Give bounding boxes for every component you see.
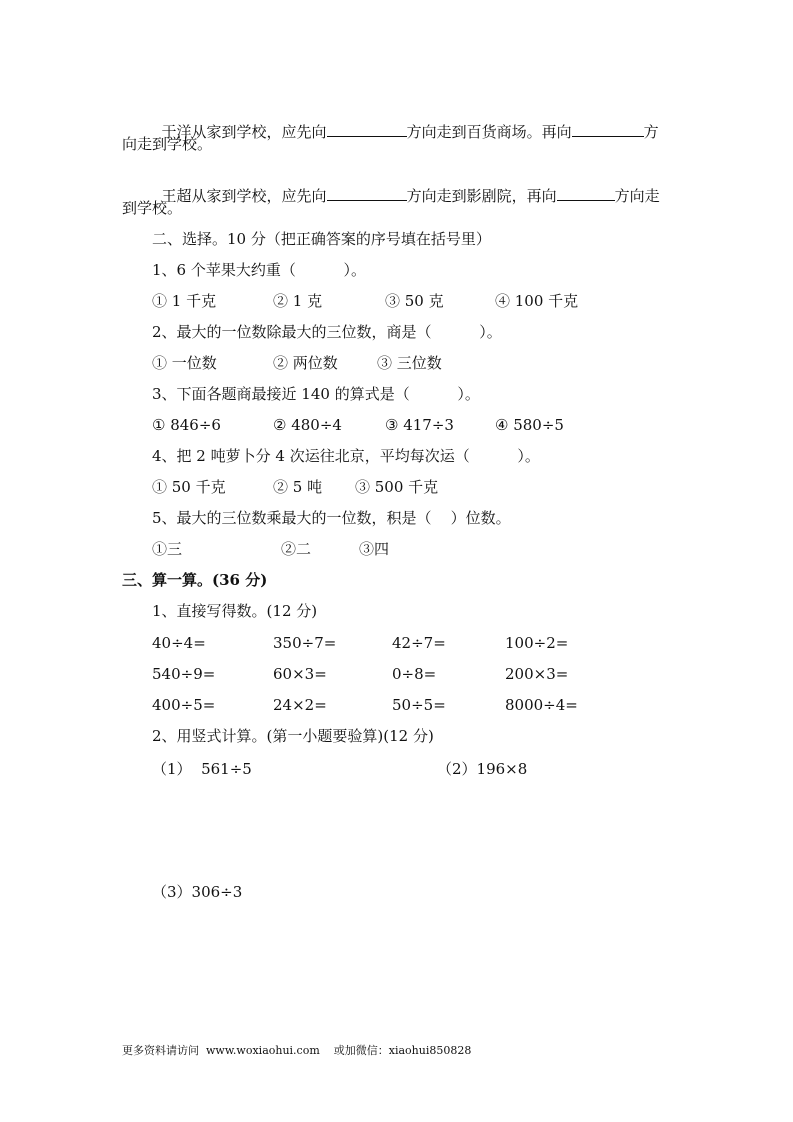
question-1-option-2[interactable]: ② 1 克 <box>273 292 323 310</box>
direction-paragraph-1-cont: 向走到学校。 <box>122 135 213 153</box>
text-segment: 方向走 <box>614 187 660 205</box>
question-5: 5、最大的三位数乘最大的一位数，积是（ ）位数。 <box>152 509 511 527</box>
calc-item: 200×3= <box>505 665 569 683</box>
question-4-option-3[interactable]: ③ 500 千克 <box>355 478 439 496</box>
question-2-option-1[interactable]: ① 一位数 <box>152 354 217 372</box>
vertical-calc-problem-1: （1） 561÷5 <box>152 760 252 778</box>
answer-blank[interactable] <box>327 186 407 201</box>
vertical-calc-problem-2: （2）196×8 <box>437 760 528 778</box>
text-segment: 方 <box>643 123 659 141</box>
question-2: 2、最大的一位数除最大的三位数，商是（ ）。 <box>152 323 502 341</box>
calc-item: 540÷9= <box>152 665 216 683</box>
question-3-option-3[interactable]: ③ 417÷3 <box>385 416 454 434</box>
question-1-option-4[interactable]: ④ 100 千克 <box>495 292 579 310</box>
direction-paragraph-2 <box>152 166 660 206</box>
calc-item: 350÷7= <box>273 634 337 652</box>
question-5-option-2[interactable]: ②二 <box>281 540 312 558</box>
question-3: 3、下面各题商最接近 140 的算式是（ ）。 <box>152 385 480 403</box>
calc-item: 50÷5= <box>392 696 446 714</box>
calc-item: 40÷4= <box>152 634 206 652</box>
direction-paragraph-1 <box>152 102 659 142</box>
calc-item: 60×3= <box>273 665 327 683</box>
question-5-option-3[interactable]: ③四 <box>359 540 390 558</box>
question-5-option-1[interactable]: ①三 <box>152 540 183 558</box>
answer-blank[interactable] <box>572 122 644 137</box>
calc-item: 400÷5= <box>152 696 216 714</box>
text-segment: 方向走到百货商场。再向 <box>406 123 572 141</box>
calc-item: 100÷2= <box>505 634 569 652</box>
calc-item: 24×2= <box>273 696 327 714</box>
vertical-calc-problem-3: （3）306÷3 <box>152 883 243 901</box>
question-2-option-2[interactable]: ② 两位数 <box>273 354 338 372</box>
question-3-option-2[interactable]: ② 480÷4 <box>273 416 342 434</box>
question-1-option-1[interactable]: ① 1 千克 <box>152 292 217 310</box>
question-1: 1、6 个苹果大约重（ ）。 <box>152 261 367 279</box>
footer-note: 更多资料请访问 www.woxiaohui.com 或加微信：xiaohui850828 <box>122 1044 472 1057</box>
calc-item: 8000÷4= <box>505 696 578 714</box>
question-4-option-2[interactable]: ② 5 吨 <box>273 478 323 496</box>
calc-item: 42÷7= <box>392 634 446 652</box>
question-2-option-3[interactable]: ③ 三位数 <box>377 354 442 372</box>
question-4-option-1[interactable]: ① 50 千克 <box>152 478 226 496</box>
part-1-title: 1、直接写得数。(12 分) <box>152 602 318 620</box>
answer-blank[interactable] <box>557 186 615 201</box>
text-segment: 于洋从家到学校，应先向 <box>161 123 327 141</box>
answer-blank[interactable] <box>327 122 407 137</box>
calc-item: 0÷8= <box>392 665 437 683</box>
question-4: 4、把 2 吨萝卜分 4 次运往北京，平均每次运（ ）。 <box>152 447 540 465</box>
section-2-heading: 二、选择。10 分（把正确答案的序号填在括号里） <box>152 230 491 248</box>
question-3-option-4[interactable]: ④ 580÷5 <box>495 416 564 434</box>
text-segment: 方向走到影剧院，再向 <box>406 187 557 205</box>
part-2-title: 2、用竖式计算。(第一小题要验算)(12 分) <box>152 727 434 745</box>
question-3-option-1[interactable]: ① 846÷6 <box>152 416 221 434</box>
direction-paragraph-2-cont: 到学校。 <box>122 199 183 217</box>
question-1-option-3[interactable]: ③ 50 克 <box>385 292 444 310</box>
section-3-heading: 三、算一算。(36 分) <box>122 571 268 589</box>
text-segment: 王超从家到学校，应先向 <box>161 187 327 205</box>
